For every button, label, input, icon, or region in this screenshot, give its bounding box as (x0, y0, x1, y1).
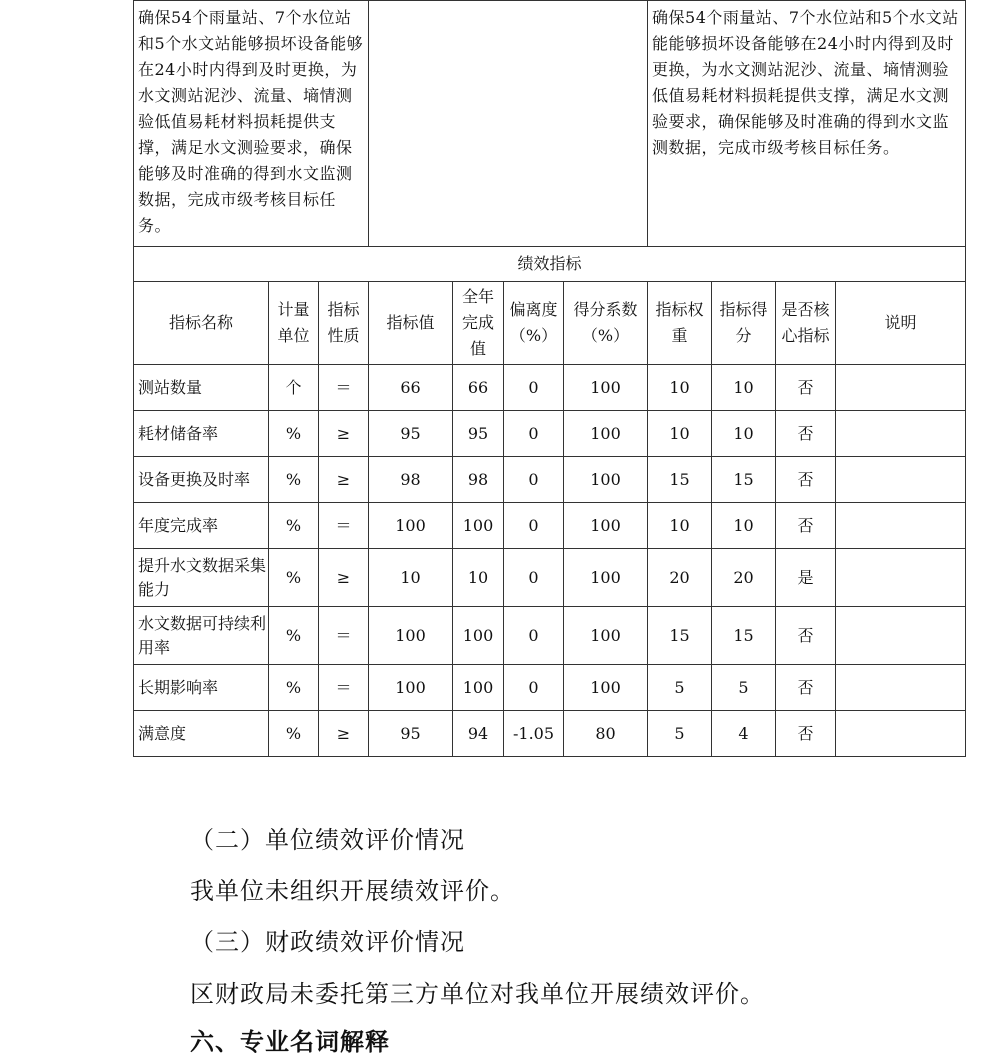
cell-target: 100 (369, 665, 453, 711)
cell-nature: ≥ (319, 711, 369, 757)
cell-note (836, 549, 966, 607)
cell-target: 100 (369, 607, 453, 665)
header-row (134, 282, 966, 365)
header-cell: 指标名称 (134, 282, 269, 365)
cell-coef: 100 (564, 549, 648, 607)
cell-actual: 94 (453, 711, 504, 757)
header-cell: 得分系数（%） (564, 282, 648, 365)
cell-score: 10 (712, 503, 776, 549)
cell-note (836, 365, 966, 411)
cell-name: 测站数量 (134, 365, 269, 411)
cell-nature: ≥ (319, 411, 369, 457)
cell-deviation: 0 (504, 411, 564, 457)
unit-eval-text: 我单位未组织开展绩效评价。 (190, 877, 515, 905)
cell-note (836, 457, 966, 503)
cell-core: 否 (776, 411, 836, 457)
cell-target: 98 (369, 457, 453, 503)
header-cell: 指标性质 (319, 282, 369, 365)
cell-nature: ＝ (319, 503, 369, 549)
cell-actual: 98 (453, 457, 504, 503)
cell-unit: 个 (269, 365, 319, 411)
table-row (134, 503, 966, 549)
cell-unit: % (269, 711, 319, 757)
goal-text-right: 确保54个雨量站、7个水位站和5个水文站能能够损坏设备能够在24小时内得到及时更换，为水文测站泥沙、流量、墒情测验低值易耗材料损耗提供支撑，满足水文测验要求，确保能够及时准确的得到水文监测数据，完成市级考核目标任务。 (648, 1, 966, 247)
cell-core: 否 (776, 365, 836, 411)
table-row (134, 665, 966, 711)
cell-nature: ＝ (319, 365, 369, 411)
cell-score: 15 (712, 607, 776, 665)
cell-coef: 100 (564, 503, 648, 549)
cell-note (836, 411, 966, 457)
cell-deviation: 0 (504, 665, 564, 711)
cell-unit: % (269, 665, 319, 711)
cell-coef: 100 (564, 365, 648, 411)
fiscal-eval-heading: （三）财政绩效评价情况 (190, 928, 465, 956)
cell-deviation: 0 (504, 365, 564, 411)
cell-note (836, 503, 966, 549)
cell-score: 4 (712, 711, 776, 757)
table-row (134, 711, 966, 757)
table-row (134, 365, 966, 411)
cell-core: 否 (776, 711, 836, 757)
cell-weight: 15 (648, 607, 712, 665)
cell-target: 100 (369, 503, 453, 549)
cell-score: 5 (712, 665, 776, 711)
cell-nature: ＝ (319, 607, 369, 665)
cell-deviation: 0 (504, 607, 564, 665)
cell-core: 是 (776, 549, 836, 607)
cell-actual: 100 (453, 503, 504, 549)
cell-core: 否 (776, 457, 836, 503)
header-cell: 是否核心指标 (776, 282, 836, 365)
cell-coef: 100 (564, 607, 648, 665)
cell-weight: 5 (648, 665, 712, 711)
fiscal-eval-text: 区财政局未委托第三方单位对我单位开展绩效评价。 (190, 980, 765, 1008)
cell-nature: ≥ (319, 457, 369, 503)
cell-weight: 10 (648, 411, 712, 457)
goal-text-middle (369, 1, 648, 247)
cell-actual: 66 (453, 365, 504, 411)
cell-name: 满意度 (134, 711, 269, 757)
header-cell: 指标值 (369, 282, 453, 365)
cell-name: 耗材储备率 (134, 411, 269, 457)
header-cell: 说明 (836, 282, 966, 365)
glossary-heading: 六、专业名词解释 (190, 1028, 390, 1056)
unit-eval-heading: （二）单位绩效评价情况 (190, 826, 465, 854)
cell-score: 10 (712, 411, 776, 457)
header-cell: 偏离度（%） (504, 282, 564, 365)
section-title: 绩效指标 (134, 247, 966, 282)
header-cell: 全年完成值 (453, 282, 504, 365)
cell-actual: 10 (453, 549, 504, 607)
cell-actual: 100 (453, 665, 504, 711)
cell-weight: 10 (648, 365, 712, 411)
cell-deviation: 0 (504, 503, 564, 549)
cell-core: 否 (776, 607, 836, 665)
cell-core: 否 (776, 665, 836, 711)
cell-score: 10 (712, 365, 776, 411)
cell-unit: % (269, 457, 319, 503)
cell-weight: 5 (648, 711, 712, 757)
cell-note (836, 607, 966, 665)
cell-deviation: 0 (504, 549, 564, 607)
cell-actual: 100 (453, 607, 504, 665)
cell-deviation: 0 (504, 457, 564, 503)
cell-weight: 20 (648, 549, 712, 607)
header-cell: 计量单位 (269, 282, 319, 365)
table-row (134, 607, 966, 665)
cell-weight: 10 (648, 503, 712, 549)
cell-target: 95 (369, 411, 453, 457)
cell-name: 水文数据可持续利用率 (134, 607, 269, 665)
cell-coef: 100 (564, 411, 648, 457)
cell-note (836, 711, 966, 757)
cell-unit: % (269, 549, 319, 607)
table-row (134, 411, 966, 457)
cell-nature: ≥ (319, 549, 369, 607)
cell-target: 95 (369, 711, 453, 757)
cell-weight: 15 (648, 457, 712, 503)
cell-deviation: -1.05 (504, 711, 564, 757)
header-cell: 指标权重 (648, 282, 712, 365)
cell-name: 设备更换及时率 (134, 457, 269, 503)
performance-table (133, 0, 966, 757)
cell-coef: 80 (564, 711, 648, 757)
table-row (134, 549, 966, 607)
cell-name: 提升水文数据采集能力 (134, 549, 269, 607)
cell-actual: 95 (453, 411, 504, 457)
cell-score: 20 (712, 549, 776, 607)
cell-nature: ＝ (319, 665, 369, 711)
cell-name: 年度完成率 (134, 503, 269, 549)
cell-target: 10 (369, 549, 453, 607)
goal-text-left: 确保54个雨量站、7个水位站和5个水文站能够损坏设备能够在24小时内得到及时更换，为水文测站泥沙、流量、墒情测验低值易耗材料损耗提供支撑，满足水文测验要求，确保能够及时准确的得到水文监测数据，完成市级考核目标任务。 (134, 1, 369, 247)
cell-unit: % (269, 503, 319, 549)
table-row (134, 457, 966, 503)
cell-unit: % (269, 607, 319, 665)
cell-note (836, 665, 966, 711)
cell-score: 15 (712, 457, 776, 503)
cell-unit: % (269, 411, 319, 457)
cell-coef: 100 (564, 665, 648, 711)
header-cell: 指标得分 (712, 282, 776, 365)
cell-coef: 100 (564, 457, 648, 503)
cell-target: 66 (369, 365, 453, 411)
cell-core: 否 (776, 503, 836, 549)
cell-name: 长期影响率 (134, 665, 269, 711)
